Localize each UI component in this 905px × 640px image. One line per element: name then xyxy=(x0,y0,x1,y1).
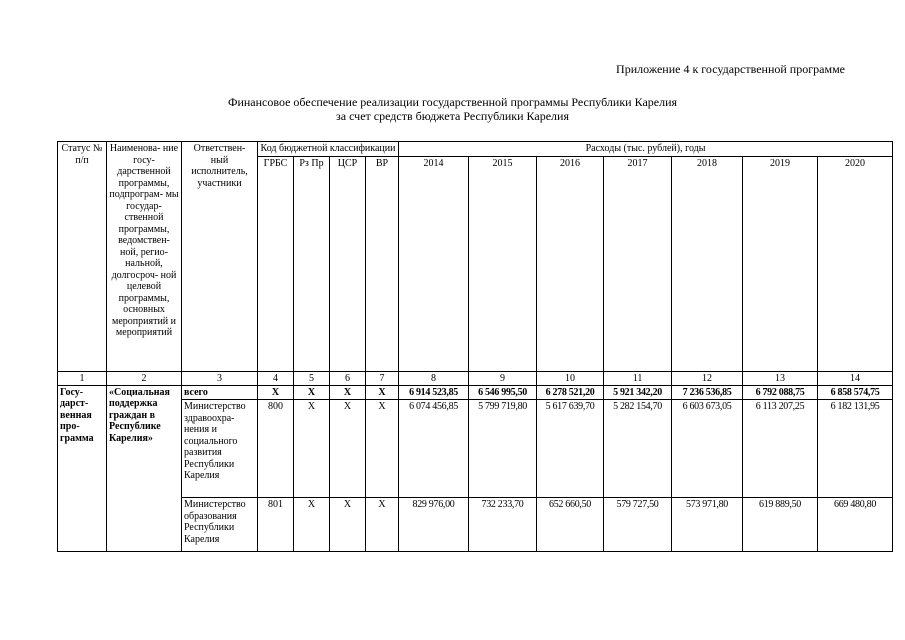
amount-cell: 6 914 523,85 xyxy=(399,385,469,400)
header-year: 2014 xyxy=(399,156,469,371)
header-vr: ВР xyxy=(366,156,399,371)
vr-cell: X xyxy=(366,498,399,552)
amount-cell: 6 792 088,75 xyxy=(743,385,818,400)
column-number: 11 xyxy=(604,371,672,385)
column-number-row xyxy=(58,371,893,385)
vr-cell: X xyxy=(366,400,399,498)
amount-cell: 6 603 673,05 xyxy=(672,400,743,498)
column-number: 9 xyxy=(469,371,537,385)
csr-cell: X xyxy=(330,385,366,400)
title-line-1: Финансовое обеспечение реализации государственной программы Республики Карелия xyxy=(227,95,678,109)
amount-cell: 573 971,80 xyxy=(672,498,743,552)
amount-cell: 579 727,50 xyxy=(604,498,672,552)
header-year: 2016 xyxy=(537,156,604,371)
amount-cell: 6 113 207,25 xyxy=(743,400,818,498)
amount-cell: 6 858 574,75 xyxy=(818,385,893,400)
rzpr-cell: X xyxy=(294,498,330,552)
title-line-2: за счет средств бюджета Республики Карелия xyxy=(336,109,569,123)
appendix-label: Приложение 4 к государственной программе xyxy=(616,62,845,76)
header-row-1 xyxy=(58,142,893,157)
program-status: Госу- дарст- венная про- грамма xyxy=(58,385,107,552)
header-year: 2019 xyxy=(743,156,818,371)
grbs-cell: 801 xyxy=(258,498,294,552)
header-year: 2017 xyxy=(604,156,672,371)
header-grbs: ГРБС xyxy=(258,156,294,371)
amount-cell: 652 660,50 xyxy=(537,498,604,552)
amount-cell: 6 546 995,50 xyxy=(469,385,537,400)
table-row-ministry-health xyxy=(58,400,893,498)
column-number: 6 xyxy=(330,371,366,385)
table-row-total xyxy=(58,385,893,400)
header-csr: ЦСР xyxy=(330,156,366,371)
program-name: «Социальная поддержка граждан в Республике Карелия» xyxy=(107,385,182,552)
amount-cell: 669 480,80 xyxy=(818,498,893,552)
financing-table xyxy=(57,141,893,552)
column-number: 12 xyxy=(672,371,743,385)
header-budget-code: Код бюджетной классификации xyxy=(258,142,399,157)
amount-cell: 5 921 342,20 xyxy=(604,385,672,400)
header-name: Наименова- ние госу- дарственной программы, подпрограм- мы государ- ственной программы, ведомствен- ной, регио- нальной, долгосроч- ной целевой программы, основных мероприятий и мероприятий xyxy=(107,142,182,372)
rzpr-cell: X xyxy=(294,400,330,498)
amount-cell: 7 236 536,85 xyxy=(672,385,743,400)
amount-cell: 829 976,00 xyxy=(399,498,469,552)
amount-cell: 6 182 131,95 xyxy=(818,400,893,498)
header-year: 2015 xyxy=(469,156,537,371)
column-number: 1 xyxy=(58,371,107,385)
executor-cell: Министерство здравоохра- нения и социального развития Республики Карелия xyxy=(182,400,258,498)
header-responsible: Ответствен- ный исполнитель, участники xyxy=(182,142,258,372)
column-number: 10 xyxy=(537,371,604,385)
header-year: 2018 xyxy=(672,156,743,371)
rzpr-cell: X xyxy=(294,385,330,400)
header-expenses: Расходы (тыс. рублей), годы xyxy=(399,142,893,157)
grbs-cell: X xyxy=(258,385,294,400)
document-title xyxy=(0,95,905,123)
column-number: 5 xyxy=(294,371,330,385)
header-year: 2020 xyxy=(818,156,893,371)
amount-cell: 6 074 456,85 xyxy=(399,400,469,498)
column-number: 4 xyxy=(258,371,294,385)
vr-cell: X xyxy=(366,385,399,400)
column-number: 8 xyxy=(399,371,469,385)
csr-cell: X xyxy=(330,400,366,498)
amount-cell: 619 889,50 xyxy=(743,498,818,552)
column-number: 3 xyxy=(182,371,258,385)
csr-cell: X xyxy=(330,498,366,552)
amount-cell: 732 233,70 xyxy=(469,498,537,552)
column-number: 13 xyxy=(743,371,818,385)
amount-cell: 5 282 154,70 xyxy=(604,400,672,498)
header-status: Статус № п/п xyxy=(58,142,107,372)
executor-cell: Министерство образования Республики Карелия xyxy=(182,498,258,552)
amount-cell: 5 799 719,80 xyxy=(469,400,537,498)
executor-cell: всего xyxy=(182,385,258,400)
column-number: 14 xyxy=(818,371,893,385)
table-row-ministry-education xyxy=(58,498,893,552)
grbs-cell: 800 xyxy=(258,400,294,498)
amount-cell: 5 617 639,70 xyxy=(537,400,604,498)
column-number: 7 xyxy=(366,371,399,385)
amount-cell: 6 278 521,20 xyxy=(537,385,604,400)
column-number: 2 xyxy=(107,371,182,385)
header-rzpr: Рз Пр xyxy=(294,156,330,371)
